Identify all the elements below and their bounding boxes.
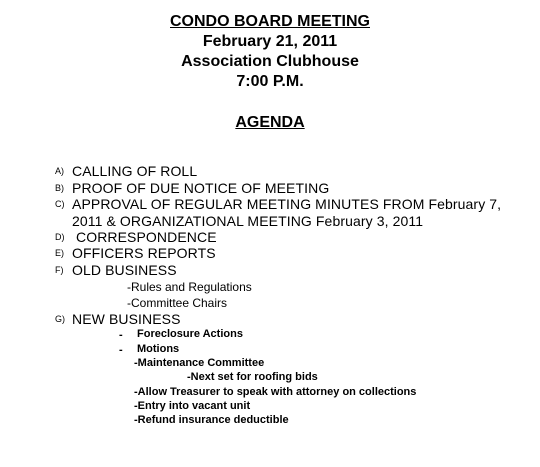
new-business-motions: Motions xyxy=(137,343,180,355)
motion-refund: -Refund insurance deductible xyxy=(134,414,289,426)
item-letter: F) xyxy=(55,265,64,275)
item-text: OFFICERS REPORTS xyxy=(72,245,216,261)
bullet-dash: - xyxy=(119,344,123,356)
item-text: PROOF OF DUE NOTICE OF MEETING xyxy=(72,180,330,196)
new-business-foreclosure: Foreclosure Actions xyxy=(137,328,243,340)
item-letter: B) xyxy=(55,183,64,193)
motion-treasurer: -Allow Treasurer to speak with attorney on collections xyxy=(134,386,417,398)
item-text: CALLING OF ROLL xyxy=(72,163,198,179)
meeting-location: Association Clubhouse xyxy=(181,53,359,70)
bullet-dash: - xyxy=(119,329,123,341)
item-text: NEW BUSINESS xyxy=(72,311,181,327)
item-letter: G) xyxy=(55,314,65,324)
meeting-title: CONDO BOARD MEETING xyxy=(170,13,370,30)
item-letter: A) xyxy=(55,166,64,176)
motion-maintenance: -Maintenance Committee xyxy=(134,357,265,369)
agenda-title: AGENDA xyxy=(235,114,305,131)
meeting-date: February 21, 2011 xyxy=(202,33,338,50)
item-letter: D) xyxy=(55,232,65,242)
motion-roofing: -Next set for roofing bids xyxy=(187,371,318,383)
old-business-rules: -Rules and Regulations xyxy=(127,280,252,294)
item-letter: C) xyxy=(55,199,65,209)
old-business-committee: -Committee Chairs xyxy=(127,296,228,310)
meeting-time: 7:00 P.M. xyxy=(236,73,304,90)
motion-entry: -Entry into vacant unit xyxy=(134,400,251,412)
item-letter: E) xyxy=(55,248,64,258)
item-text: OLD BUSINESS xyxy=(72,262,177,278)
item-text: APPROVAL OF REGULAR MEETING MINUTES FROM February 7, 2011 & ORGANIZATIONAL MEETING February 3, 2011 xyxy=(72,196,502,229)
item-text: CORRESPONDENCE xyxy=(72,229,217,245)
